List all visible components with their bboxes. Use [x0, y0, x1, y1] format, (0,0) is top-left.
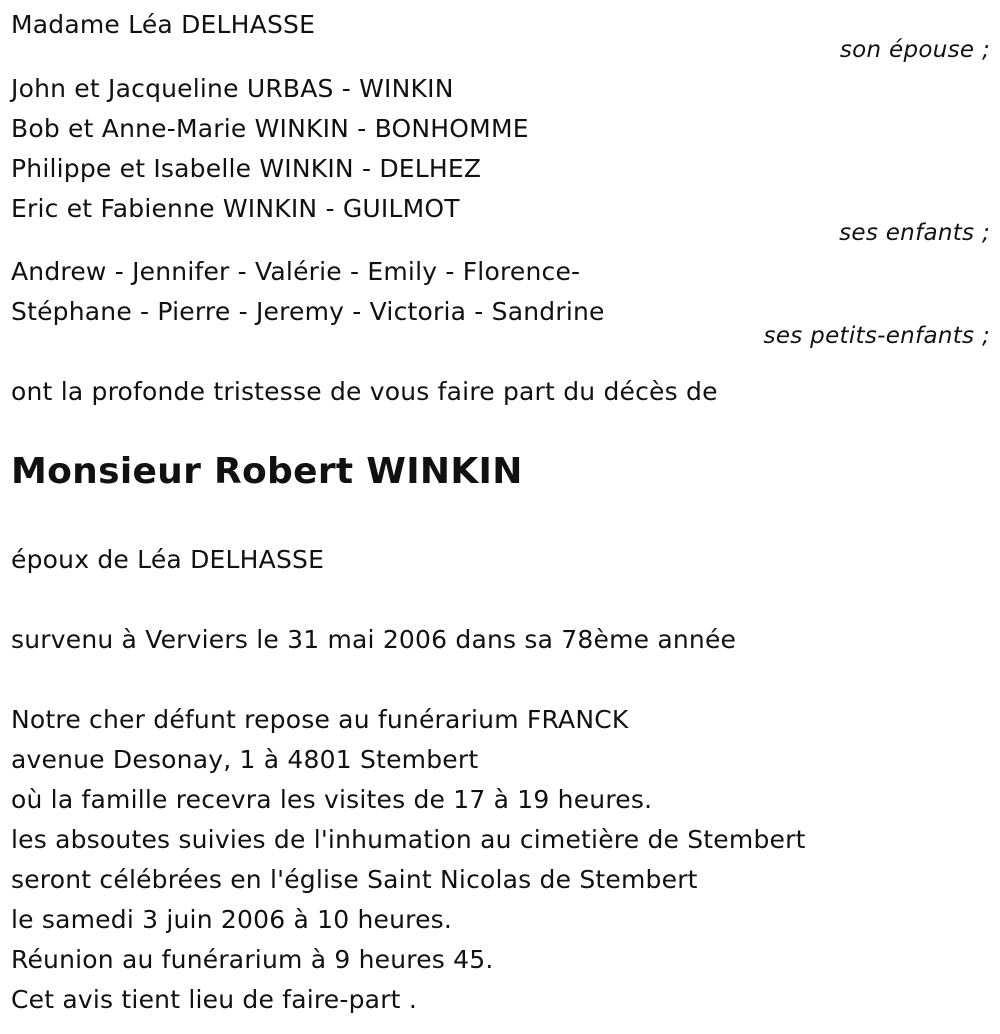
detail-line: le samedi 3 juin 2006 à 10 heures. [11, 905, 453, 934]
deceased-name: Monsieur Robert WINKIN [11, 451, 523, 492]
child-line: Eric et Fabienne WINKIN - GUILMOT [11, 194, 460, 223]
detail-line: Réunion au funérarium à 9 heures 45. [11, 945, 494, 974]
grandchildren-line: Stéphane - Pierre - Jeremy - Victoria - Sandrine [11, 297, 605, 326]
grandchildren-line: Andrew - Jennifer - Valérie - Emily - Florence- [11, 257, 581, 286]
detail-line: les absoutes suivies de l'inhumation au cimetière de Stembert [11, 825, 806, 854]
grandchildren-role: ses petits-enfants ; [763, 323, 990, 349]
child-line: Bob et Anne-Marie WINKIN - BONHOMME [11, 114, 529, 143]
deceased-relation: époux de Léa DELHASSE [11, 545, 325, 574]
children-role: ses enfants ; [839, 220, 990, 246]
spouse-name: Madame Léa DELHASSE [11, 10, 316, 39]
detail-line: Notre cher défunt repose au funérarium FRANCK [11, 705, 629, 734]
child-line: Philippe et Isabelle WINKIN - DELHEZ [11, 154, 482, 183]
deceased-death: survenu à Verviers le 31 mai 2006 dans sa 78ème année [11, 625, 737, 654]
spouse-role: son épouse ; [839, 37, 990, 63]
detail-line: avenue Desonay, 1 à 4801 Stembert [11, 745, 479, 774]
detail-line: où la famille recevra les visites de 17 à 19 heures. [11, 785, 653, 814]
detail-line: seront célébrées en l'église Saint Nicolas de Stembert [11, 865, 698, 894]
announcement-text: ont la profonde tristesse de vous faire part du décès de [11, 377, 718, 406]
child-line: John et Jacqueline URBAS - WINKIN [11, 74, 454, 103]
detail-line: Cet avis tient lieu de faire-part . [11, 985, 417, 1014]
